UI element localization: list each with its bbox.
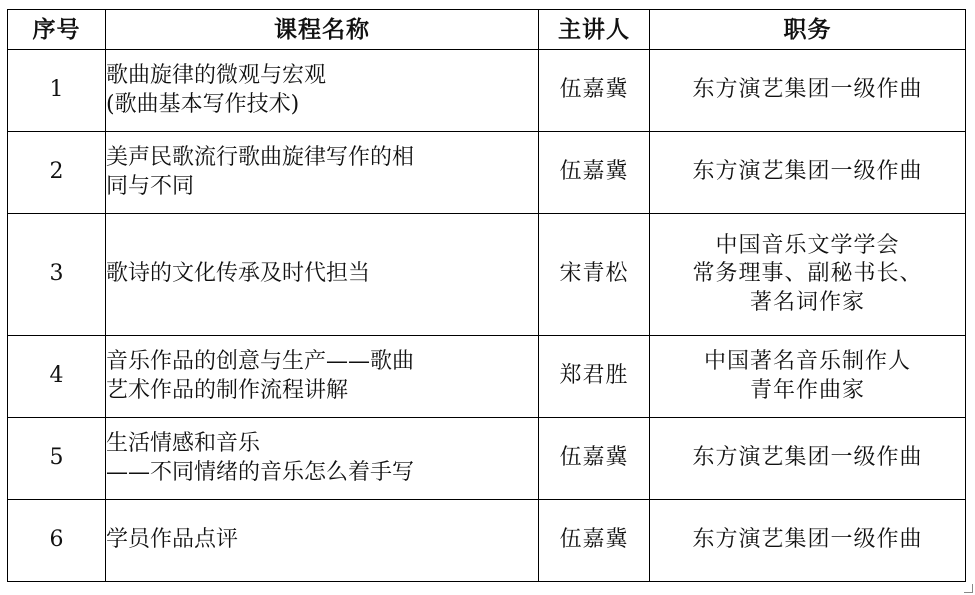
table-row xyxy=(8,336,966,418)
course-name-line: 艺术作品的制作流程讲解 xyxy=(106,377,349,403)
course-name-line: 同与不同 xyxy=(106,173,195,199)
row-number: 3 xyxy=(8,214,106,336)
course-name-line: 歌曲旋律的微观与宏观 xyxy=(106,62,327,88)
course-name-line: ——不同情绪的音乐怎么着手写 xyxy=(106,459,415,485)
position-line: 东方演艺集团一级作曲 xyxy=(692,77,923,103)
row-number: 1 xyxy=(8,50,106,132)
header-course: 课程名称 xyxy=(106,10,539,50)
lecturer-position xyxy=(650,132,966,214)
course-name xyxy=(106,132,539,214)
position-line: 著名词作家 xyxy=(749,289,865,315)
table-row xyxy=(8,214,966,336)
table-row xyxy=(8,50,966,132)
lecturer-name: 郑君胜 xyxy=(539,336,650,418)
lecturer-position xyxy=(650,500,966,582)
position-line: 青年作曲家 xyxy=(749,377,865,403)
table-row xyxy=(8,418,966,500)
position-line: 中国著名音乐制作人 xyxy=(703,348,911,374)
lecturer-name: 伍嘉冀 xyxy=(539,50,650,132)
row-number: 2 xyxy=(8,132,106,214)
position-line: 中国音乐文学学会 xyxy=(715,232,900,258)
course-name-line: 音乐作品的创意与生产——歌曲 xyxy=(106,348,415,374)
course-name-line: 美声民歌流行歌曲旋律写作的相 xyxy=(106,144,415,170)
course-name xyxy=(106,500,539,582)
course-name xyxy=(106,214,539,336)
position-line: 常务理事、副秘书长、 xyxy=(692,261,923,287)
course-name-line: 歌诗的文化传承及时代担当 xyxy=(106,261,371,287)
row-number: 5 xyxy=(8,418,106,500)
lecturer-name: 宋青松 xyxy=(539,214,650,336)
lecturer-position xyxy=(650,50,966,132)
course-schedule-table xyxy=(7,9,966,582)
course-name xyxy=(106,336,539,418)
table-row xyxy=(8,132,966,214)
header-position: 职务 xyxy=(650,10,966,50)
position-line: 东方演艺集团一级作曲 xyxy=(692,445,923,471)
course-name-line: (歌曲基本写作技术) xyxy=(106,91,300,117)
page-corner-mark xyxy=(964,584,973,593)
course-name-line: 生活情感和音乐 xyxy=(106,430,261,456)
course-name-line: 学员作品点评 xyxy=(106,527,239,553)
lecturer-name: 伍嘉冀 xyxy=(539,418,650,500)
header-no: 序号 xyxy=(8,10,106,50)
row-number: 4 xyxy=(8,336,106,418)
lecturer-position xyxy=(650,418,966,500)
position-line: 东方演艺集团一级作曲 xyxy=(692,159,923,185)
lecturer-name: 伍嘉冀 xyxy=(539,132,650,214)
lecturer-name: 伍嘉冀 xyxy=(539,500,650,582)
position-line: 东方演艺集团一级作曲 xyxy=(692,527,923,553)
course-name xyxy=(106,50,539,132)
table-header-row xyxy=(8,10,966,50)
table-row xyxy=(8,500,966,582)
lecturer-position xyxy=(650,336,966,418)
course-name xyxy=(106,418,539,500)
header-lecturer: 主讲人 xyxy=(539,10,650,50)
lecturer-position xyxy=(650,214,966,336)
row-number: 6 xyxy=(8,500,106,582)
